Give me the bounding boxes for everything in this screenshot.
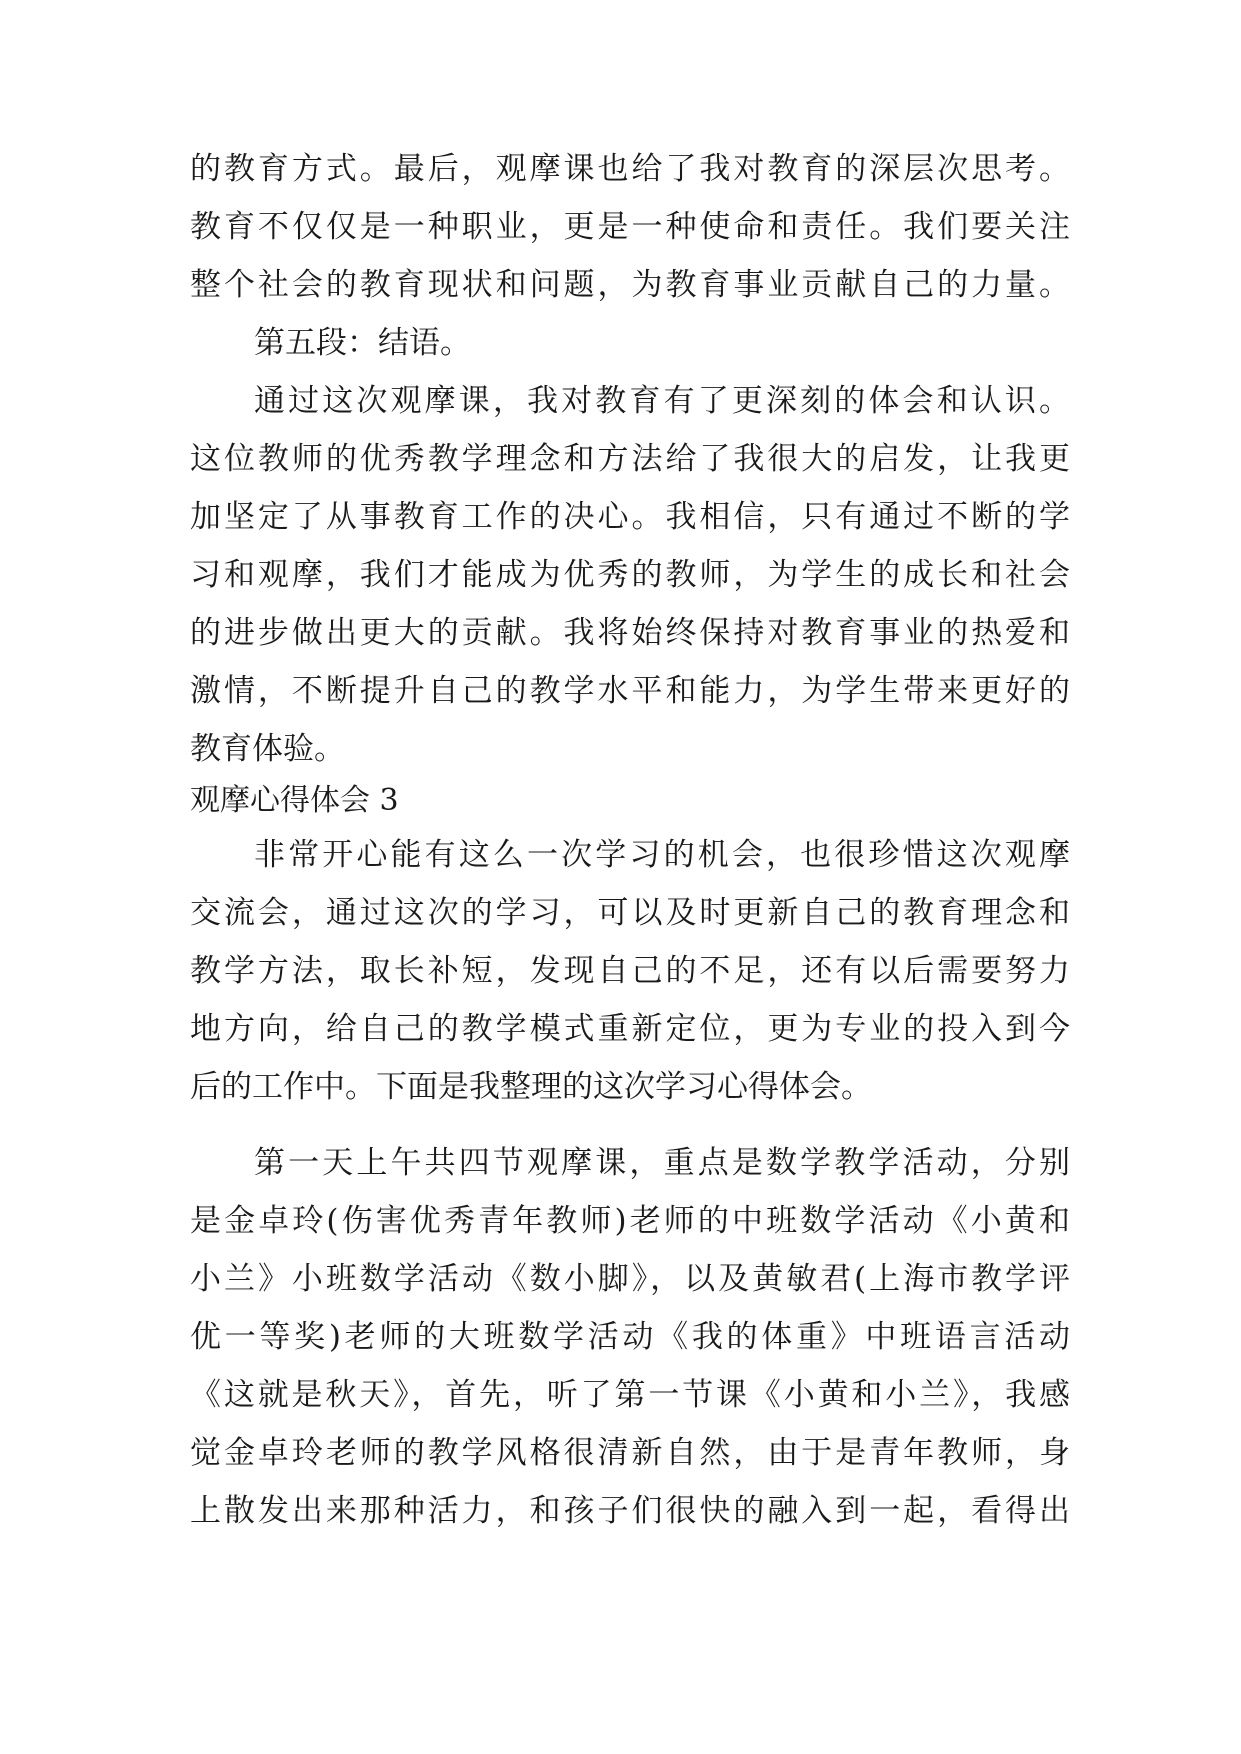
body-text-line: 第一天上午共四节观摩课，重点是数学教学活动，分别	[254, 1145, 1070, 1181]
body-text-line: 交流会，通过这次的学习，可以及时更新自己的教育理念和	[190, 895, 1070, 931]
section-heading: 第五段：结语。	[254, 325, 471, 361]
body-text-line: 整个社会的教育现状和问题，为教育事业贡献自己的力量。	[190, 267, 1070, 303]
body-text-line: 教育不仅仅是一种职业，更是一种使命和责任。我们要关注	[190, 209, 1070, 245]
body-text-line: 激情，不断提升自己的教学水平和能力，为学生带来更好的	[190, 673, 1070, 709]
body-text-line: 地方向，给自己的教学模式重新定位，更为专业的投入到今	[190, 1011, 1070, 1047]
body-text-line: 非常开心能有这么一次学习的机会，也很珍惜这次观摩	[254, 837, 1070, 873]
body-text-line: 这位教师的优秀教学理念和方法给了我很大的启发，让我更	[190, 441, 1070, 477]
body-text-line: 是金卓玲(伤害优秀青年教师)老师的中班数学活动《小黄和	[190, 1203, 1070, 1239]
body-text-line: 的教育方式。最后，观摩课也给了我对教育的深层次思考。	[190, 151, 1070, 187]
body-text-line: 教学方法，取长补短，发现自己的不足，还有以后需要努力	[190, 953, 1070, 989]
body-text-line: 《这就是秋天》，首先，听了第一节课《小黄和小兰》，我感	[190, 1377, 1070, 1413]
body-text-line: 加坚定了从事教育工作的决心。我相信，只有通过不断的学	[190, 499, 1070, 535]
article-title: 观摩心得体会 3	[190, 783, 399, 818]
body-text-line: 的进步做出更大的贡献。我将始终保持对教育事业的热爱和	[190, 615, 1070, 651]
body-text-line: 习和观摩，我们才能成为优秀的教师，为学生的成长和社会	[190, 557, 1070, 593]
body-text-line: 上散发出来那种活力，和孩子们很快的融入到一起，看得出	[190, 1493, 1070, 1529]
body-text-line: 通过这次观摩课，我对教育有了更深刻的体会和认识。	[254, 383, 1070, 419]
body-text-line: 后的工作中。下面是我整理的这次学习心得体会。	[190, 1069, 872, 1105]
body-text-line: 教育体验。	[190, 731, 345, 767]
body-text-line: 优一等奖)老师的大班数学活动《我的体重》中班语言活动	[190, 1319, 1070, 1355]
body-text-line: 觉金卓玲老师的教学风格很清新自然，由于是青年教师，身	[190, 1435, 1070, 1471]
body-text-line: 小兰》小班数学活动《数小脚》，以及黄敏君(上海市教学评	[190, 1261, 1070, 1297]
